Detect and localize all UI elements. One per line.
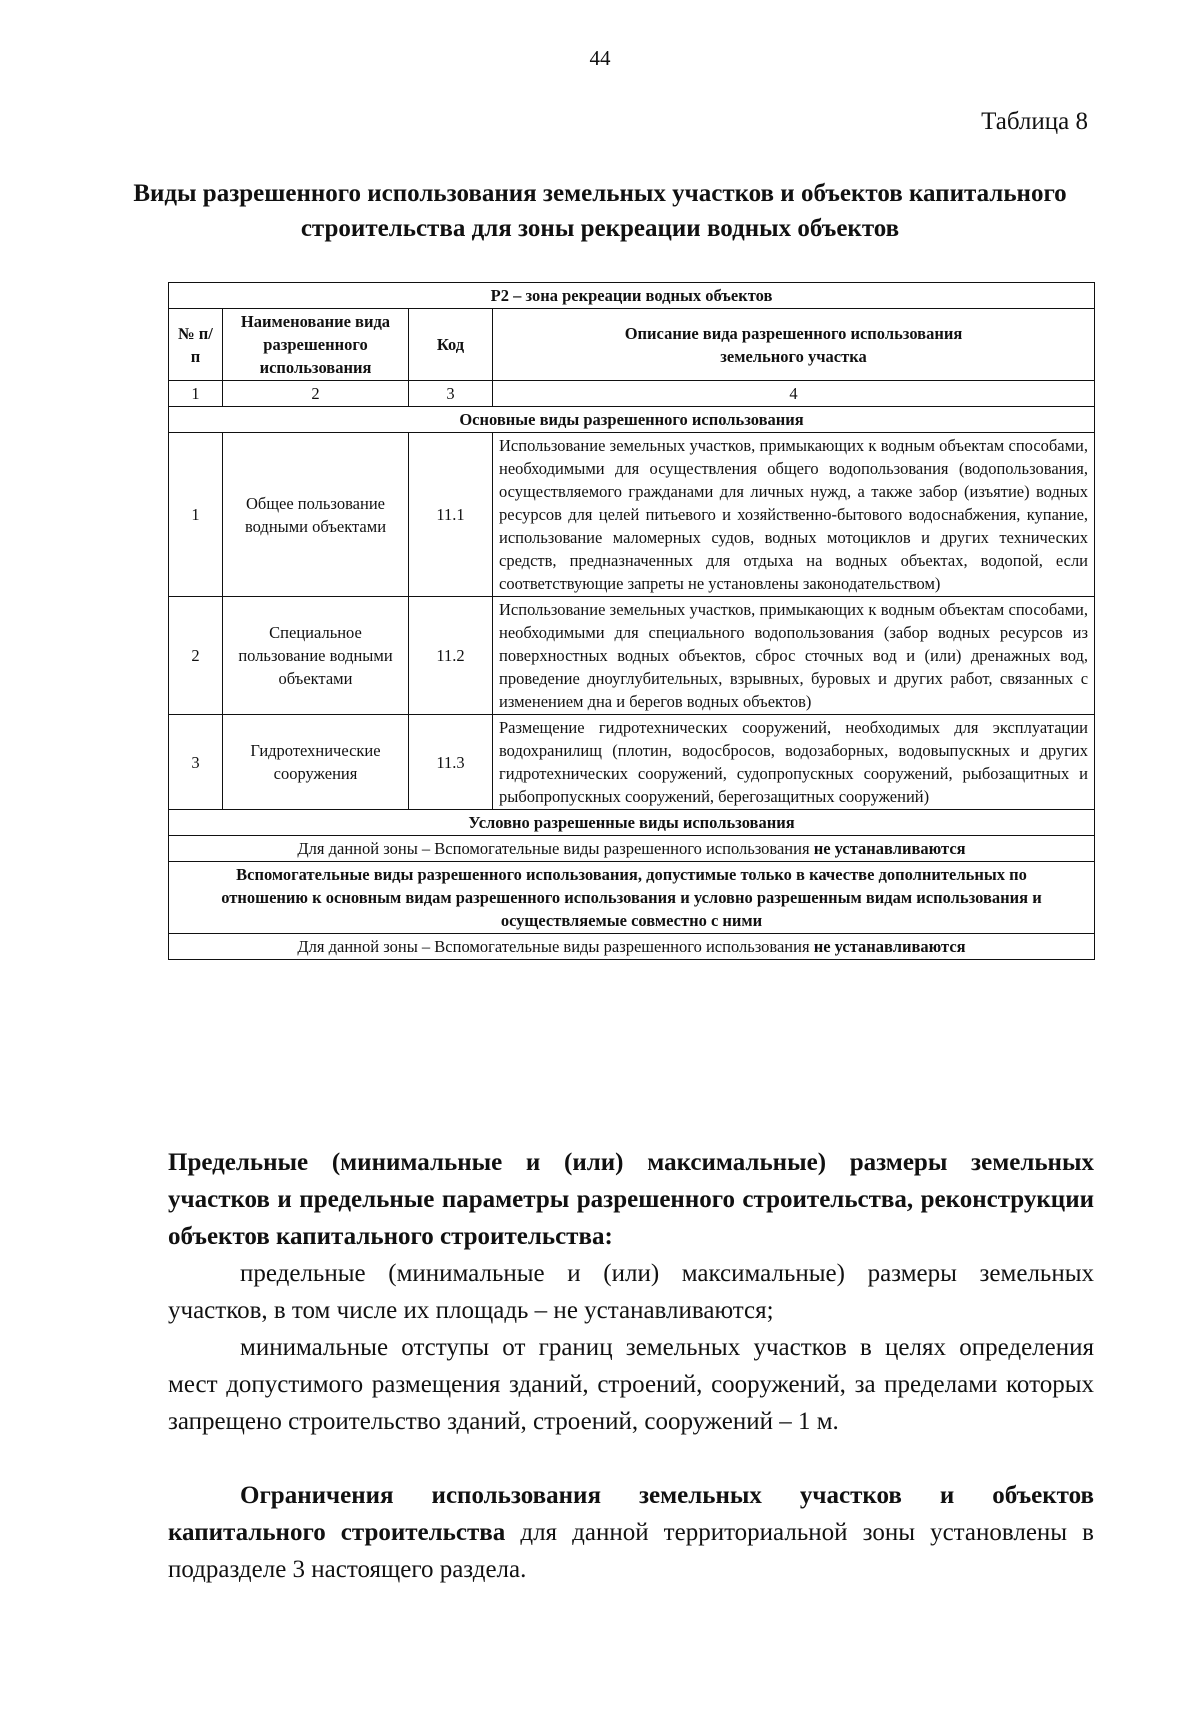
table-row [169,433,1095,597]
document-title: Виды разрешенного использования земельных участков и объектов капитального строительства для зоны рекреации водных объектов [133,180,1067,242]
conditional-note [169,836,1095,862]
header-desc: Описание вида разрешенного использования земельного участка [493,309,1095,381]
row-code: 11.3 [409,715,493,810]
row-code: 11.2 [409,597,493,715]
conditional-section-header: Условно разрешенные виды использования [169,810,1095,836]
header-name: Наименование вида разрешенного использования [223,309,409,381]
row-name: Общее пользование водными объектами [223,433,409,597]
restrictions-bold: Ограничения использования земельных участков и объектов капитального строительства [168,1482,1094,1546]
row-name: Гидротехнические сооружения [223,715,409,810]
aux-note-text: Для данной зоны – Вспомогательные виды разрешенного использования [297,937,810,956]
limits-paragraph-2: минимальные отступы от границ земельных участков в целях определения мест допустимого размещения зданий, строений, сооружений, за пределами которых запрещено строительство зданий, строений, сооружений – 1 м. [168,1334,1094,1435]
row-code: 11.1 [409,433,493,597]
table-row [169,715,1095,810]
aux-note [169,934,1095,960]
regulations-table [168,282,1095,960]
table-row [169,597,1095,715]
row-name: Специальное пользование водными объектами [223,597,409,715]
col-number: 4 [493,381,1095,407]
header-code: Код [409,309,493,381]
row-num: 3 [169,715,223,810]
row-num: 2 [169,597,223,715]
col-number: 1 [169,381,223,407]
restrictions-rest: для данной территориальной зоны установлены в подразделе 3 настоящего раздела. [168,1519,1094,1583]
zone-header: Р2 – зона рекреации водных объектов [169,283,1095,309]
table-label: Таблица 8 [981,108,1088,135]
page-number: 44 [589,46,611,70]
restrictions-paragraph [168,1477,1094,1588]
aux-note-bold: не устанавливаются [813,937,966,956]
main-section-header: Основные виды разрешенного использования [169,407,1095,433]
header-num: № п/п [169,309,223,381]
conditional-note-bold: не устанавливаются [813,839,966,858]
limits-paragraph-1: предельные (минимальные и (или) максимальные) размеры земельных участков, в том числе их площадь – не устанавливаются; [168,1260,1094,1324]
aux-section-header: Вспомогательные виды разрешенного использования, допустимые только в качестве дополнительных по отношению к основным видам разрешенного использования и условно разрешенным видам использования и осуществляемые совместно с ними [169,862,1095,934]
row-desc: Размещение гидротехнических сооружений, необходимых для эксплуатации водохранилищ (плотин, водосбросов, водозаборных, водовыпускных и других гидротехнических сооружений, судопропускных сооружений, рыбозащитных и рыбопропускных сооружений, берегозащитных сооружений) [493,715,1095,810]
row-desc: Использование земельных участков, примыкающих к водным объектам способами, необходимыми для специального водопользования (забор водных ресурсов из поверхностных водных объектов, сброс сточных вод и (или) дренажных вод, проведение дноуглубительных, взрывных, буровых и других работ, связанных с изменением дна и берегов водных объектов) [493,597,1095,715]
conditional-note-text: Для данной зоны – Вспомогательные виды разрешенного использования [297,839,810,858]
limits-heading: Предельные (минимальные и (или) максимальные) размеры земельных участков и предельные параметры разрешенного строительства, реконструкции объектов капитального строительства: [168,1149,1094,1250]
row-desc: Использование земельных участков, примыкающих к водным объектам способами, необходимыми для осуществления общего водопользования (водопользования, осуществляемого гражданами для личных нужд, а также забор (изъятие) водных ресурсов для целей питьевого и хозяйственно-бытового водоснабжения, купание, использование маломерных судов, водных мотоциклов и других технических средств, предназначенных для отдыха на водных объектах, водопой, если соответствующие запреты не установлены законодательством) [493,433,1095,597]
row-num: 1 [169,433,223,597]
col-number: 3 [409,381,493,407]
col-number: 2 [223,381,409,407]
